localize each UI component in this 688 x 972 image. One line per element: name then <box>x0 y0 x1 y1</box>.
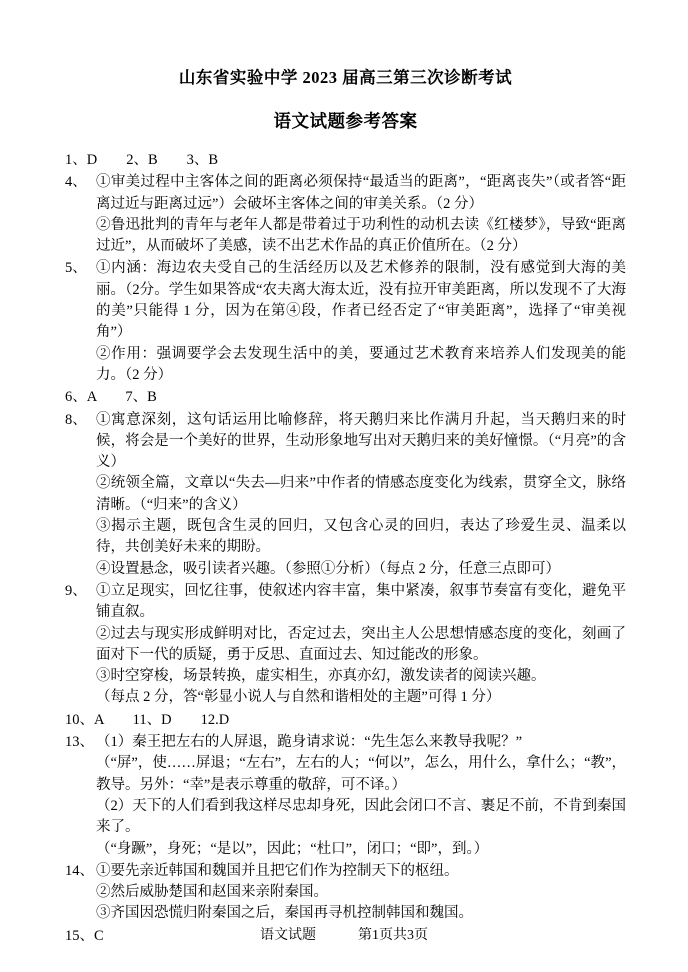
answer-line: ③齐国因恐慌归附秦国之后，秦国再寻机控制韩国和魏国。 <box>96 905 473 922</box>
answer-line: ①寓意深刻，这句话运用比喻修辞，将天鹅归来比作满月升起，当天鹅归来的时候，将会是一个美好的世界，生动形象地写出对天鹅归来的美好憧憬。（“月亮”的含义） <box>96 411 626 471</box>
answer-item-3 <box>65 258 626 386</box>
answer-line: ③时空穿梭，场景转换，虚实相生，亦真亦幻，激发读者的阅读兴趣。 <box>96 668 546 685</box>
answer-line: ②鲁迅批判的青年与老年人都是带着过于功利性的动机去读《红楼梦》，导致“距离过近”，从而破坏了美感，读不出艺术作品的真正价值所在。（2 分） <box>96 216 626 255</box>
answer-line: ②然后威胁楚国和赵国来亲附秦国。 <box>96 884 328 901</box>
answer-label: 10、A 11、D 12.D <box>65 711 230 728</box>
answer-body <box>96 581 626 709</box>
answer-label: 5、 <box>65 260 87 277</box>
answer-line: ②统领全篇，文章以“失去—归来”中作者的情感态度变化为线索，贯穿全文，脉络清晰。（“归来”的含义） <box>96 475 626 513</box>
answer-body <box>96 172 626 257</box>
answer-label: 4、 <box>65 174 87 191</box>
answer-line: （1）秦王把左右的人屏退，跪身请求说：“先生怎么来教导我呢？” <box>96 734 523 751</box>
answer-item-9 <box>65 861 626 925</box>
answer-line: ②过去与现实形成鲜明对比，否定过去，突出主人公思想情感态度的变化，刻画了面对下一代的质疑，勇于反思、直面过去、知过能改的形象。 <box>96 625 626 663</box>
answer-body <box>96 410 626 580</box>
answer-line: ①立足现实，回忆往事，使叙述内容丰富，集中紧凑，叙事节奏富有变化，避免平铺直叙。 <box>96 582 626 621</box>
answer-line: ①审美过程中主客体之间的距离必须保持“最适当的距离”，“距离丧失”（或者答“距离过近与距离过远”）会破坏主客体之间的审美关系。（2 分） <box>96 174 626 212</box>
answer-item-6 <box>65 581 626 709</box>
answer-label: 9、 <box>65 582 87 599</box>
answer-line: ①内涵：海边农夫受自己的生活经历以及艺术修养的限制，没有感觉到大海的美丽。（2分。学生如果答成“农夫离大海太近，没有拉开审美距离，所以发现不了大海的美”只能得 1 分，因为在第④段，作者已经否定了“审美距离”，选择了“审美视角”） <box>96 260 626 341</box>
answer-label: 1、D 2、B 3、B <box>65 152 219 168</box>
answer-line: （“屏”，使……屏退；“左右”，左右的人；“何以”，怎么，用什么，拿什么；“教”，教导。另外：“幸”是表示尊重的敬辞，可不译。） <box>96 755 626 793</box>
answer-line: （“身蹶”，身死；“是以”，因此；“杜口”，闭口；“即”，到。） <box>96 840 489 857</box>
answer-line: ③揭示主题，既包含生灵的回归，又包含心灵的回归，表达了珍爱生灵、温柔以待，共创美好未来的期盼。 <box>96 518 626 556</box>
answer-label: 13、 <box>65 734 94 751</box>
answer-line: ②作用：强调要学会去发现生活中的美，要通过艺术教育来培养人们发现美的能力。（2 分） <box>96 345 626 383</box>
answer-body <box>96 258 626 386</box>
answer-item-8 <box>65 732 626 860</box>
answer-label: 8、 <box>65 411 87 428</box>
answer-list <box>65 150 626 947</box>
answer-item-5 <box>65 410 626 580</box>
answer-line: （2）天下的人们看到我这样尽忠却身死，因此会闭口不言、裹足不前，不肯到秦国来了。 <box>96 797 626 836</box>
answer-item-7 <box>65 710 626 731</box>
document-title: 山东省实验中学 2023 届高三第三次诊断考试 <box>178 68 513 87</box>
document-subtitle: 语文试题参考答案 <box>273 111 418 131</box>
answer-item-1 <box>65 150 626 171</box>
footer-doc-name: 语文试题 <box>260 928 316 943</box>
answer-line: ④设置悬念，吸引读者兴趣。（参照①分析）（每点 2 分，任意三点即可） <box>96 560 560 577</box>
answer-body <box>96 732 626 860</box>
answer-line: （每点 2 分，答“彰显小说人与自然和谐相处的主题”可得 1 分） <box>96 689 501 706</box>
footer-page-number: 第1页共3页 <box>358 928 428 943</box>
answer-line: ①要先亲近韩国和魏国并且把它们作为控制天下的枢纽。 <box>96 862 459 879</box>
answer-label: 6、A 7、B <box>65 389 157 406</box>
answer-body <box>96 861 626 925</box>
answer-item-4 <box>65 387 626 408</box>
answer-label: 15、C <box>65 927 104 944</box>
page-footer <box>0 924 688 944</box>
answer-item-2 <box>65 172 626 257</box>
answer-label: 14、 <box>65 862 94 879</box>
